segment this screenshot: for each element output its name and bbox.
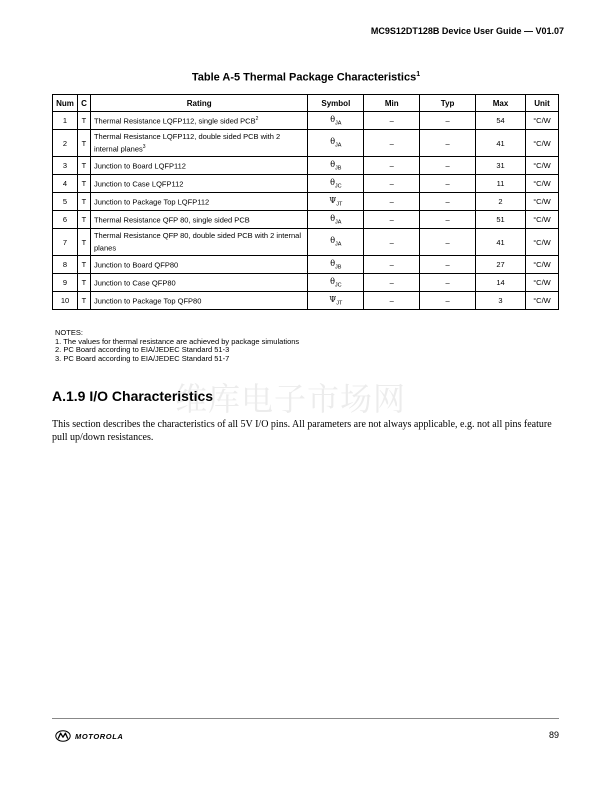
- table-caption-text: Table A-5 Thermal Package Characteristics: [191, 71, 417, 84]
- note-item: 3. PC Board according to EIA/JEDEC Standard 51-7: [55, 353, 230, 363]
- min-cell: –: [364, 193, 420, 211]
- symbol-cell: [308, 211, 364, 229]
- num-cell: 2: [53, 130, 78, 157]
- class-cell: T: [77, 175, 90, 193]
- num-cell: 3: [53, 157, 78, 175]
- unit-cell: °C/W: [525, 112, 558, 130]
- note-item: 2. PC Board according to EIA/JEDEC Standard 51-3: [55, 345, 230, 354]
- table-row: [53, 211, 559, 229]
- max-cell: 2: [476, 193, 526, 211]
- class-cell: T: [77, 130, 90, 157]
- typ-cell: –: [420, 193, 476, 211]
- rating-footnote: 2: [255, 116, 259, 123]
- min-cell: –: [364, 229, 420, 256]
- table-row: [53, 157, 559, 175]
- symbol-cell: [308, 193, 364, 211]
- num-cell: 9: [53, 274, 78, 292]
- table-row: [53, 175, 559, 193]
- table-row: [53, 274, 559, 292]
- notes-heading: NOTES:: [55, 328, 83, 337]
- class-cell: T: [77, 211, 90, 229]
- rating-cell: [90, 193, 307, 211]
- rating-text: Junction to Case LQFP112: [93, 179, 184, 189]
- min-cell: –: [364, 274, 420, 292]
- symbol-glyph: θ: [330, 177, 335, 187]
- max-cell: 11: [476, 175, 526, 193]
- footer-logo-text: MOTOROLA: [75, 731, 124, 741]
- unit-cell: °C/W: [525, 130, 558, 157]
- symbol-cell: [308, 292, 364, 310]
- max-cell: 3: [476, 292, 526, 310]
- num-cell: 10: [53, 292, 78, 310]
- min-cell: –: [364, 130, 420, 157]
- typ-cell: –: [420, 256, 476, 274]
- typ-cell: –: [420, 157, 476, 175]
- symbol-subscript: JA: [335, 241, 342, 248]
- unit-cell: °C/W: [525, 157, 558, 175]
- table-caption-footnote: 1: [416, 71, 421, 78]
- rating-footnote: 3: [142, 143, 146, 150]
- note-item: 1. The values for thermal resistance are achieved by package simulations: [55, 336, 300, 346]
- table-row: [53, 193, 559, 211]
- symbol-glyph: θ: [330, 159, 336, 169]
- num-cell: 1: [53, 112, 78, 130]
- symbol-subscript: JA: [335, 120, 342, 127]
- symbol-glyph: θ: [330, 276, 335, 286]
- rating-cell: [90, 157, 307, 175]
- rating-text: Junction to Board LQFP112: [93, 161, 186, 171]
- table-row: [53, 256, 559, 274]
- symbol-glyph: θ: [330, 258, 336, 268]
- min-cell: –: [364, 112, 420, 130]
- table-row: [53, 130, 559, 157]
- symbol-subscript: JA: [335, 219, 342, 226]
- symbol-cell: [308, 256, 364, 274]
- column-header: Unit: [525, 95, 558, 112]
- rating-text: Junction to Board QFP80: [93, 260, 179, 270]
- symbol-glyph: Ψ: [329, 294, 337, 304]
- document-header-title: MC9S12DT128B Device User Guide — V01.07: [370, 26, 564, 36]
- min-cell: –: [364, 256, 420, 274]
- rating-text: Thermal Resistance QFP 80, single sided PCB: [93, 215, 250, 225]
- symbol-subscript: JA: [335, 142, 342, 149]
- watermark: 维库电子市场网: [175, 380, 407, 418]
- symbol-cell: [308, 112, 364, 130]
- unit-cell: °C/W: [525, 193, 558, 211]
- rating-text: Thermal Resistance LQFP112, single sided PCB: [93, 116, 256, 126]
- column-header: Rating: [90, 95, 307, 112]
- symbol-subscript: JT: [336, 300, 343, 307]
- column-header: Typ: [420, 95, 476, 112]
- num-cell: 5: [53, 193, 78, 211]
- num-cell: 4: [53, 175, 78, 193]
- symbol-glyph: θ: [330, 236, 336, 246]
- symbol-glyph: θ: [330, 114, 336, 124]
- rating-cell: [90, 292, 307, 310]
- column-header: Num: [53, 95, 78, 112]
- symbol-subscript: JT: [336, 201, 343, 208]
- footer-logo: [55, 730, 123, 742]
- max-cell: 41: [476, 229, 526, 256]
- class-cell: T: [77, 256, 90, 274]
- rating-text: Junction to Package Top LQFP112: [93, 197, 210, 207]
- symbol-glyph: θ: [330, 137, 336, 147]
- rating-text: Thermal Resistance LQFP112, double sided PCB with 2 internal planes: [93, 131, 281, 154]
- unit-cell: °C/W: [525, 292, 558, 310]
- symbol-cell: [308, 175, 364, 193]
- rating-text: Junction to Case QFP80: [93, 278, 176, 288]
- num-cell: 8: [53, 256, 78, 274]
- max-cell: 31: [476, 157, 526, 175]
- symbol-subscript: JC: [334, 282, 342, 289]
- class-cell: T: [77, 112, 90, 130]
- max-cell: 14: [476, 274, 526, 292]
- section-body-text: This section describes the characteristics of all 5V I/O pins. All parameters are not always applicable, e.g. not all pins feature pull up/down resistances.: [52, 419, 552, 443]
- rating-text: Junction to Package Top QFP80: [93, 296, 202, 306]
- unit-cell: °C/W: [525, 175, 558, 193]
- rating-cell: [90, 130, 307, 157]
- page-number: 89: [548, 730, 559, 740]
- class-cell: T: [77, 292, 90, 310]
- num-cell: 6: [53, 211, 78, 229]
- symbol-cell: [308, 157, 364, 175]
- column-header: C: [77, 95, 90, 112]
- motorola-batwing-icon: [55, 730, 71, 742]
- symbol-cell: [308, 229, 364, 256]
- rating-cell: [90, 175, 307, 193]
- class-cell: T: [77, 193, 90, 211]
- max-cell: 54: [476, 112, 526, 130]
- table-caption: [0, 71, 612, 84]
- column-header: Max: [476, 95, 526, 112]
- table-row: [53, 229, 559, 256]
- min-cell: –: [364, 157, 420, 175]
- typ-cell: –: [420, 292, 476, 310]
- rating-cell: [90, 229, 307, 256]
- thermal-characteristics-table: [52, 94, 559, 310]
- symbol-cell: [308, 130, 364, 157]
- unit-cell: °C/W: [525, 211, 558, 229]
- class-cell: T: [77, 157, 90, 175]
- rating-cell: [90, 112, 307, 130]
- table-row: [53, 292, 559, 310]
- symbol-subscript: JB: [335, 165, 342, 172]
- symbol-subscript: JB: [335, 264, 342, 271]
- symbol-glyph: θ: [330, 213, 336, 223]
- class-cell: T: [77, 274, 90, 292]
- class-cell: T: [77, 229, 90, 256]
- symbol-cell: [308, 274, 364, 292]
- table-header-row: [53, 95, 559, 112]
- max-cell: 41: [476, 130, 526, 157]
- min-cell: –: [364, 175, 420, 193]
- symbol-subscript: JC: [334, 183, 342, 190]
- rating-cell: [90, 256, 307, 274]
- max-cell: 51: [476, 211, 526, 229]
- rating-cell: [90, 274, 307, 292]
- table-row: [53, 112, 559, 130]
- typ-cell: –: [420, 211, 476, 229]
- table-notes: [55, 329, 299, 363]
- symbol-glyph: Ψ: [329, 195, 337, 205]
- typ-cell: –: [420, 229, 476, 256]
- section-heading: A.1.9 I/O Characteristics: [52, 388, 214, 404]
- typ-cell: –: [420, 130, 476, 157]
- column-header: Min: [364, 95, 420, 112]
- unit-cell: °C/W: [525, 256, 558, 274]
- min-cell: –: [364, 292, 420, 310]
- typ-cell: –: [420, 274, 476, 292]
- typ-cell: –: [420, 175, 476, 193]
- rating-text: Thermal Resistance QFP 80, double sided PCB with 2 internal planes: [93, 230, 302, 253]
- unit-cell: °C/W: [525, 274, 558, 292]
- rating-cell: [90, 211, 307, 229]
- max-cell: 27: [476, 256, 526, 274]
- typ-cell: –: [420, 112, 476, 130]
- min-cell: –: [364, 211, 420, 229]
- unit-cell: °C/W: [525, 229, 558, 256]
- num-cell: 7: [53, 229, 78, 256]
- column-header: Symbol: [308, 95, 364, 112]
- footer-divider: [52, 718, 559, 719]
